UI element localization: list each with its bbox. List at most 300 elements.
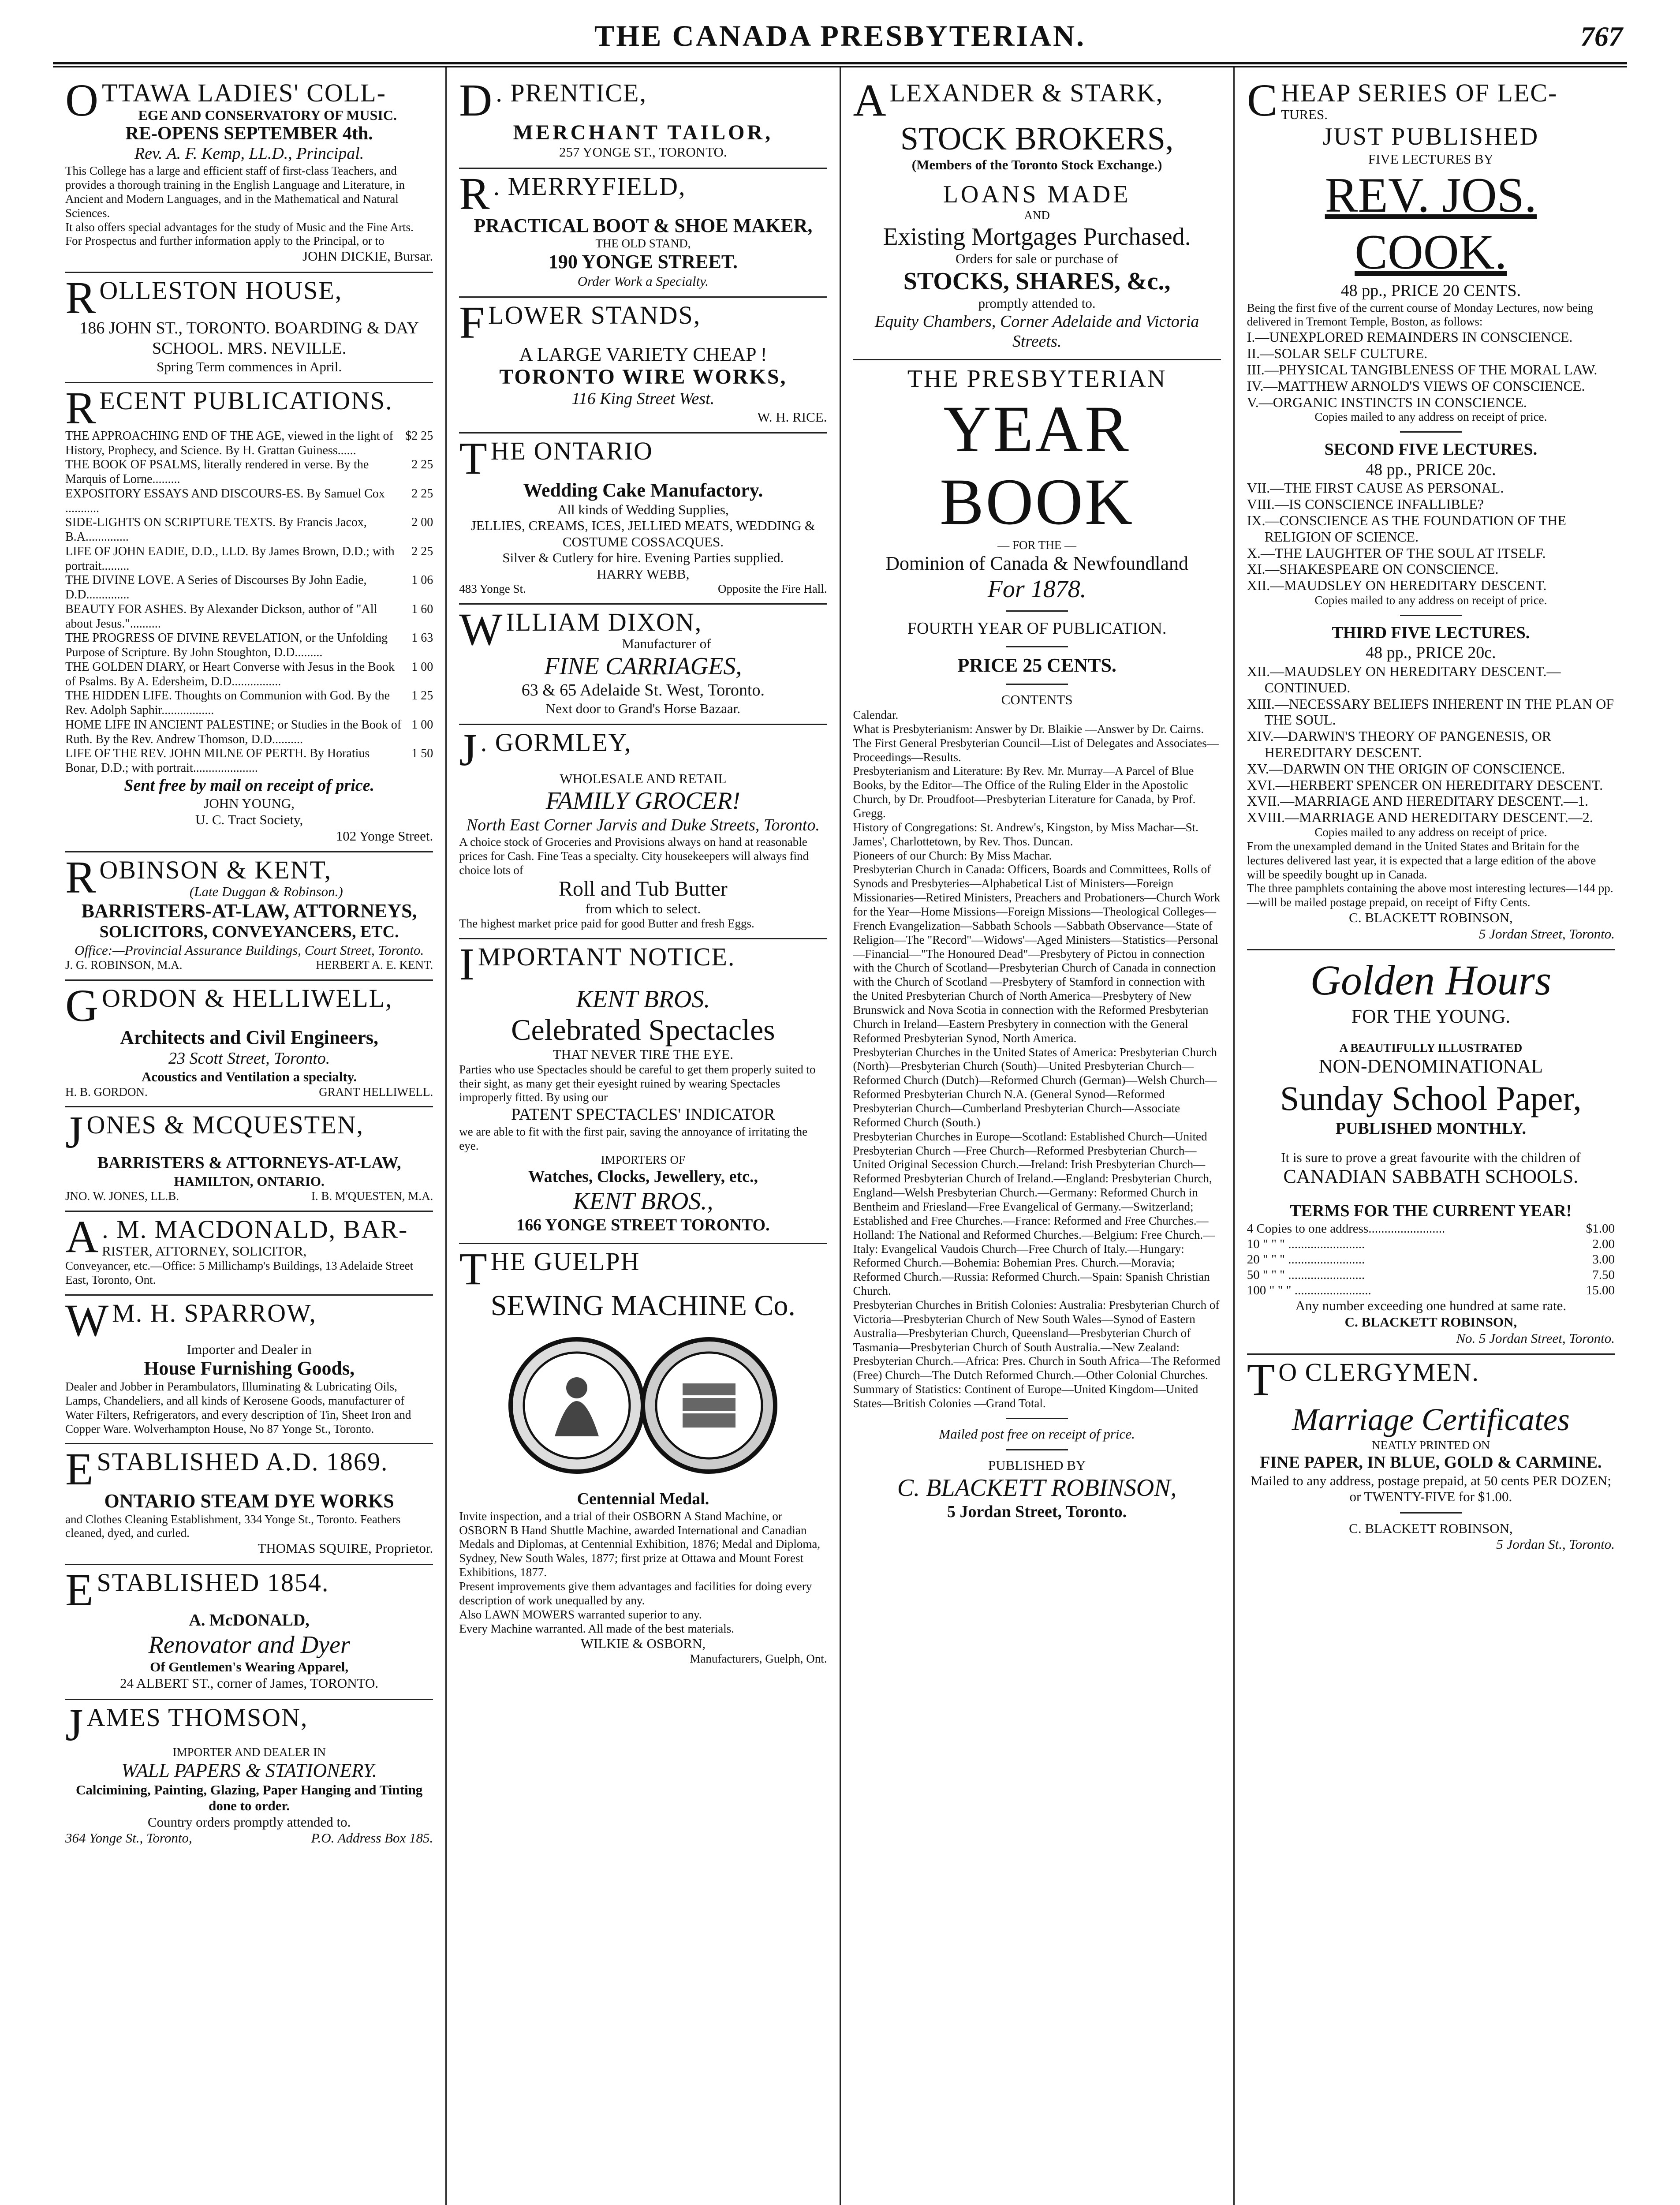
ad-body: and Clothes Cleaning Establishment, 334 Yonge St., Toronto. Feathers cleaned, dyed, and curled. — [65, 1512, 401, 1540]
contents-list — [853, 708, 1221, 1411]
ad-line: FOURTH YEAR OF PUBLICATION. — [907, 619, 1167, 638]
ad-ontario-wedding-cake — [459, 434, 827, 605]
ad-line: Golden Hours — [1310, 957, 1552, 1004]
contents-item: Presbyterian Churches in Europe—Scotland: Established Church—United Presbyterian Church —Free Church—Reformed Presbyterian Church—United Original Secession Church.—Ireland: Irish Presbyterian Church—Reformed Presbyterian Church of Ireland.—England: Presbyterian Church, England—Welsh Presbyterian Church.—Germany: Reformed Church in Bentheim and Friesland—Free Evangelical of Germany.—Switzerland; Established and Free Churches.—France: Reformed and Free Churches.—Holland: The National and Reformed Churches.—Belgium: Free Church.—Italy: Evangelical Vaudois Church—Free Church of Italy.—Hungary: Reformed Church.—Bohemia: Bohemian Pres. Church.—Moravia; Reformed Church.—Russia: Reformed Church.—Spain: Spanish Christian Church. — [853, 1129, 1215, 1298]
lecture-item: IV.—MATTHEW ARNOLD'S VIEWS OF CONSCIENCE. — [1247, 377, 1585, 394]
ad-line: 257 YONGE ST., TORONTO. — [559, 144, 727, 160]
lecture-item: XV.—DARWIN ON THE ORIGIN OF CONSCIENCE. — [1247, 760, 1565, 777]
column-3 — [841, 67, 1235, 2205]
address: Opposite the Fire Hall. — [718, 582, 827, 596]
ad-signature: C. BLACKETT ROBINSON, — [897, 1474, 1177, 1502]
ad-to-clergymen — [1247, 1355, 1615, 1560]
ad-title: ORDON & HELLIWELL, — [102, 984, 393, 1013]
drop-cap: T — [1247, 1354, 1276, 1405]
ad-line: PATENT SPECTACLES' INDICATOR — [511, 1105, 775, 1124]
publication-item — [65, 573, 433, 602]
ad-mcdonald-dyer — [65, 1565, 433, 1700]
publication-item — [65, 516, 433, 545]
ad-line: Copies mailed to any address on receipt of price. — [1314, 593, 1547, 607]
ad-line: — FOR THE — — [997, 538, 1077, 552]
ad-line: Importer and Dealer in — [187, 1341, 312, 1357]
publication-price: 2 25 — [411, 486, 433, 501]
ad-signature: C. BLACKETT ROBINSON, — [1344, 1314, 1517, 1330]
publication-item — [65, 718, 433, 747]
ad-line: Renovator and Dyer — [148, 1631, 350, 1659]
ad-ottawa-ladies-college — [65, 75, 433, 273]
lecture-item: III.—PHYSICAL TANGIBLENESS OF THE MORAL LAW. — [1247, 361, 1598, 377]
ad-line: KENT BROS., — [573, 1187, 713, 1215]
publication-price: 1 00 — [411, 660, 433, 674]
column-4 — [1235, 67, 1627, 2205]
ad-golden-hours — [1247, 950, 1615, 1355]
terms-quantity: 50 " " " ........................ — [1247, 1267, 1365, 1282]
lecture-item: IX.—CONSCIENCE AS THE FOUNDATION OF THE RELIGION OF SCIENCE. — [1247, 512, 1566, 545]
publication-title: THE APPROACHING END OF THE AGE, viewed in the light of History, Prophecy, and Science. By H. Grattan Guiness...... — [65, 429, 393, 457]
ad-signature: 5 Jordan Street, Toronto. — [1478, 926, 1615, 942]
publication-title: LIFE OF THE REV. JOHN MILNE OF PERTH. By Horatius Bonar, D.D.; with portrait..................... — [65, 747, 370, 775]
ad-joseph-cook-lectures — [1247, 75, 1615, 950]
ad-title: M. H. SPARROW, — [112, 1299, 317, 1328]
contents-item: Presbyterian Churches in British Colonies: Australia: Presbyterian Church of Victoria—Presbyterian Church of New South Wales—Synod of Eastern Australia—Presbyterian Church, Queensland—Presbyterian Church of Tasmania—Presbyterian Church of South Australia.—New Zealand: Presbyterian Church.—Africa: Pres. Church in South Africa—The Reformed (Free) Church—The Dutch Reformed Church.—Other Colonial Churches. — [853, 1298, 1221, 1382]
ad-line: Silver & Cutlery for hire. Evening Parties supplied. — [502, 550, 784, 566]
ad-line: (Members of the Toronto Stock Exchange.) — [911, 157, 1162, 172]
ad-line: Conveyancer, etc.—Office: 5 Millichamp's Buildings, 13 Adelaide Street East, Toronto, Ont. — [65, 1259, 414, 1287]
drop-cap: W — [459, 604, 504, 655]
ad-line: Roll and Tub Butter — [559, 877, 728, 901]
ad-line: TERMS FOR THE CURRENT YEAR! — [1290, 1201, 1572, 1220]
terms-price: 7.50 — [1592, 1267, 1615, 1282]
ad-line: Of Gentlemen's Wearing Apparel, — [150, 1659, 349, 1675]
ad-line: WALL PAPERS & STATIONERY. — [121, 1760, 377, 1782]
partner-name: I. B. M'QUESTEN, M.A. — [311, 1189, 433, 1203]
terms-row — [1247, 1237, 1615, 1252]
ad-line: 116 King Street West. — [571, 389, 715, 408]
ad-line: A BEAUTIFULLY ILLUSTRATED — [1339, 1041, 1523, 1055]
lecture-item: XIII.—NECESSARY BELIEFS INHERENT IN THE PLAN OF THE SOUL. — [1247, 695, 1614, 728]
ad-line: Acoustics and Ventilation a specialty. — [141, 1069, 357, 1084]
lecture-item: XIV.—DARWIN'S THEORY OF PANGENESIS, OR HEREDITARY DESCENT. — [1247, 728, 1552, 760]
publication-item — [65, 545, 433, 574]
ad-line: FOR THE YOUNG. — [1351, 1005, 1511, 1028]
ad-line: SEWING MACHINE Co. — [490, 1289, 795, 1322]
publication-price: 2 25 — [411, 458, 433, 472]
contents-item: Presbyterian Church in Canada: Officers, Boards and Committees, Rolls of Synods and Presbyteries—Alphabetical List of Ministers—Foreign Missionaries—Retired Ministers, Preachers and Probationers—Church Work for the Year—Home Missions—Foreign Missions—Theological Colleges—French Evangelization—Sabbath Schools —Sabbath Observance—State of Religion—The "Record"—Widows'—Aged Ministers—Statistics—Personal—Financial—"The Honoured Dead"—Presbytery of Pictou in connection with the Church of Scotland—Presbyterian Church of Canada in connection with the Church of Scotland —Presbytery of Stamford in connection with the United Presbyterian Church of North America—Presbytery of New Brunswick and Nova Scotia in connection with the Reformed Presbyterian Church in Ireland—Eastern Presbytery in connection with the General Reformed Presbyterian Synod, North America. — [853, 863, 1221, 1045]
partner-name: J. G. ROBINSON, M.A. — [65, 958, 183, 972]
ad-line: 48 pp., PRICE 20c. — [1366, 643, 1496, 662]
publication-price: 1 63 — [411, 631, 433, 645]
publication-list — [65, 429, 433, 776]
publication-item — [65, 602, 433, 632]
ad-title: . MERRYFIELD, — [493, 172, 686, 201]
terms-quantity: 10 " " " ........................ — [1247, 1237, 1365, 1252]
ad-macdonald — [65, 1212, 433, 1296]
ad-line: FINE PAPER, IN BLUE, GOLD & CARMINE. — [1260, 1453, 1602, 1472]
ad-line: WHOLESALE AND RETAIL — [560, 770, 727, 786]
terms-price: 3.00 — [1592, 1252, 1615, 1267]
ad-line: 23 Scott Street, Toronto. — [168, 1049, 330, 1068]
terms-price: $1.00 — [1586, 1222, 1615, 1236]
ad-body: Dealer and Jobber in Perambulators, Illuminating & Lubricating Oils, Lamps, Chandeliers, and all kinds of Kerosene Goods, manufacturer of Water Filters, Refrigerators, and every description of Tin, Sheet Iron and Copper Ware. Wolverhampton House, No 87 Yonge St., Toronto. — [65, 1379, 411, 1435]
drop-cap: C — [1247, 75, 1279, 126]
ad-body: A choice stock of Groceries and Provisions always on hand at reasonable prices for Cash. Fine Teas a specialty. City housekeepers will always find choice lots of — [459, 835, 809, 877]
publication-item — [65, 689, 433, 718]
ad-title: HEAP SERIES OF LEC- — [1281, 78, 1558, 107]
ad-sparrow — [65, 1296, 433, 1444]
ad-line: MERCHANT TAILOR, — [513, 120, 773, 144]
publication-item — [65, 458, 433, 487]
ad-gordon-helliwell — [65, 981, 433, 1107]
lecture-item: XII.—MAUDSLEY ON HEREDITARY DESCENT. — [1247, 577, 1547, 594]
ad-signature: Manufacturers, Guelph, Ont. — [690, 1652, 827, 1666]
ad-james-thomson — [65, 1700, 433, 1854]
ad-line: PRICE 25 CENTS. — [957, 654, 1116, 676]
drop-cap: I — [459, 939, 475, 990]
publication-title: THE DIVINE LOVE. A Series of Discourses By John Eadie, D.D.............. — [65, 573, 367, 602]
drop-cap: J — [459, 725, 478, 776]
ad-line: FAMILY GROCER! — [545, 787, 740, 815]
publication-item — [65, 747, 433, 776]
drop-cap: E — [65, 1444, 94, 1495]
ad-line: 63 & 65 Adelaide St. West, Toronto. — [521, 681, 765, 700]
publication-item — [65, 429, 433, 458]
ad-line: THE PRESBYTERIAN — [907, 365, 1167, 392]
ad-recent-publications — [65, 383, 433, 852]
ad-line: STOCKS, SHARES, &c., — [903, 267, 1171, 295]
ad-body: Invite inspection, and a trial of their OSBORN A Stand Machine, or OSBORN B Hand Shuttle Machine, awarded International and Canadian Medals and Diplomas, at Centennial Exhibition, 1876; Medal and Diploma, Sydney, New South Wales, 1877; first prize at Ottawa and Mount Forest Exhibitions, 1877. — [459, 1509, 821, 1579]
ad-line: LOANS MADE — [943, 180, 1131, 208]
publication-price: 2 25 — [411, 544, 433, 558]
lecture-item: V.—ORGANIC INSTINCTS IN CONSCIENCE. — [1247, 394, 1527, 410]
contents-item: Summary of Statistics: Continent of Europe—United Kingdom—United States—British Colonies —Grand Total. — [853, 1383, 1198, 1410]
ad-title: ILLIAM DIXON, — [506, 608, 702, 637]
lecture-item: XVIII.—MARRIAGE AND HEREDITARY DESCENT.—2. — [1247, 809, 1593, 826]
ad-line: YEAR BOOK — [940, 392, 1135, 539]
ad-line: Dominion of Canada & Newfoundland — [885, 553, 1188, 575]
ad-rolleston-house — [65, 273, 433, 383]
ad-line: SOLICITORS, CONVEYANCERS, ETC. — [99, 923, 399, 942]
terms-row — [1247, 1221, 1615, 1237]
drop-cap: O — [65, 75, 100, 126]
lecture-item: VIII.—IS CONSCIENCE INFALLIBLE? — [1247, 496, 1484, 512]
masthead — [53, 13, 1627, 64]
column-1 — [53, 67, 447, 2205]
ad-line: NON-DENOMINATIONAL — [1318, 1055, 1543, 1077]
ad-line: A. McDONALD, — [189, 1611, 310, 1630]
ad-title: OBINSON & KENT, — [99, 856, 332, 885]
divider — [1400, 615, 1462, 616]
ad-line: Equity Chambers, Corner Adelaide and Victoria Streets. — [874, 312, 1199, 351]
drop-cap: R — [459, 168, 491, 219]
terms-quantity: 20 " " " ........................ — [1247, 1252, 1365, 1267]
ad-line: Centennial Medal. — [577, 1490, 709, 1509]
divider — [1400, 431, 1462, 433]
terms-row — [1247, 1283, 1615, 1298]
ad-alexander-stark — [853, 75, 1221, 360]
lecture-item: II.—SOLAR SELF CULTURE. — [1247, 345, 1428, 362]
ad-signature: C. BLACKETT ROBINSON, — [1349, 1520, 1513, 1536]
drop-cap: R — [65, 272, 97, 323]
divider — [1006, 610, 1068, 612]
ad-line: SCHOOL. MRS. NEVILLE. — [152, 339, 347, 358]
ad-body: The three pamphlets containing the above most interesting lectures—144 pp.—will be mailed postage prepaid, on receipt of Fifty Cents. — [1247, 882, 1613, 909]
ad-title: MPORTANT NOTICE. — [478, 942, 735, 972]
ad-kent-bros-spectacles — [459, 939, 827, 1244]
publication-price: 1 06 — [411, 573, 433, 587]
ad-body: From the unexampled demand in the United States and Britain for the lectures delivered last year, it is expected that a large edition of the above will be speedily bought up in Canada. — [1247, 839, 1596, 881]
ad-merryfield — [459, 169, 827, 298]
ad-line: STOCK BROKERS, — [900, 120, 1174, 157]
drop-cap: R — [65, 852, 97, 903]
publication-title: LIFE OF JOHN EADIE, D.D., LLD. By James Brown, D.D.; with portrait......... — [65, 544, 395, 573]
ad-title: . M. MACDONALD, BAR- — [102, 1215, 408, 1244]
divider — [1400, 1512, 1462, 1514]
lecture-item: VII.—THE FIRST CAUSE AS PERSONAL. — [1247, 480, 1504, 496]
ad-signature: JOHN YOUNG, — [204, 796, 295, 811]
ad-line: Mailed to any address, postage prepaid, at 50 cents PER DOZEN; or TWENTY-FIVE for $1.00. — [1250, 1472, 1611, 1505]
ad-line: Sunday School Paper, — [1280, 1079, 1582, 1117]
ad-line: All kinds of Wedding Supplies, — [557, 501, 729, 517]
ad-line: NEATLY PRINTED ON — [1371, 1439, 1490, 1452]
ad-line: KENT BROS. — [576, 985, 710, 1013]
ad-title: STABLISHED A.D. 1869. — [97, 1447, 388, 1476]
ad-body: It is sure to prove a great favourite with the children of — [1281, 1149, 1581, 1165]
ad-line: Existing Mortgages Purchased. — [883, 223, 1191, 250]
ad-subtitle: EGE AND CONSERVATORY OF MUSIC. — [138, 107, 397, 123]
publication-title: EXPOSITORY ESSAYS AND DISCOURS-ES. By Samuel Cox ........... — [65, 486, 385, 515]
lecture-item: I.—UNEXPLORED REMAINDERS IN CONSCIENCE. — [1247, 329, 1573, 345]
publication-title: HOME LIFE IN ANCIENT PALESTINE; or Studies in the Book of Ruth. By the Rev. Andrew Thomson, D.D.......... — [65, 718, 402, 746]
terms-price: 15.00 — [1586, 1283, 1615, 1297]
ad-title: LOWER STANDS, — [488, 301, 701, 330]
ad-line: 190 YONGE STREET. — [548, 251, 738, 273]
ad-line: THAT NEVER TIRE THE EYE. — [553, 1046, 733, 1062]
ad-line: Order Work a Specialty. — [577, 273, 709, 289]
divider — [1006, 684, 1068, 685]
ad-line: Watches, Clocks, Jewellery, etc., — [528, 1167, 758, 1186]
lecture-list — [1247, 480, 1615, 594]
partner-name: HERBERT A. E. KENT. — [316, 958, 433, 972]
divider — [1006, 646, 1068, 647]
publication-title: BEAUTY FOR ASHES. By Alexander Dickson, author of "All about Jesus.".......... — [65, 602, 377, 631]
address: 483 Yonge St. — [459, 582, 526, 596]
ad-line: ONTARIO STEAM DYE WORKS — [104, 1490, 394, 1512]
terms-price: 2.00 — [1592, 1237, 1615, 1252]
ad-line: Orders for sale or purchase of — [955, 251, 1119, 267]
drop-cap: F — [459, 297, 486, 348]
ad-william-dixon — [459, 605, 827, 725]
ad-line: FIVE LECTURES BY — [1368, 151, 1493, 167]
ad-line: HAMILTON, ONTARIO. — [174, 1173, 325, 1189]
ad-body: Parties who use Spectacles should be careful to get them properly suited to their sight, as many get their eyesight ruined by wearing Spectacles improperly fitted. By using our — [459, 1062, 816, 1104]
ad-line: CONTENTS — [1001, 692, 1073, 708]
ad-line: IMPORTER AND DEALER IN — [172, 1745, 326, 1759]
partner-name: H. B. GORDON. — [65, 1085, 148, 1099]
publication-price: 1 60 — [411, 602, 433, 616]
contents-item: Calendar. — [853, 708, 899, 721]
divider — [1006, 1449, 1068, 1450]
publication-title: THE PROGRESS OF DIVINE REVELATION, or the Unfolding Purpose of Scripture. By John Stoughton, D.D......... — [65, 631, 388, 659]
ad-line: THE OLD STAND, — [595, 237, 691, 250]
ad-line: THIRD FIVE LECTURES. — [1332, 623, 1530, 642]
terms-quantity: 4 Copies to one address........................ — [1247, 1222, 1445, 1236]
ad-line: Country orders promptly attended to. — [147, 1814, 351, 1830]
ad-signature: JOHN DICKIE, Bursar. — [302, 248, 433, 264]
ad-line: IMPORTERS OF — [601, 1153, 685, 1166]
ad-body: Being the first five of the current course of Monday Lectures, now being delivered in Tremont Temple, Boston, as follows: — [1247, 301, 1593, 329]
ad-body: Also LAWN MOWERS warranted superior to any. — [459, 1607, 702, 1621]
address: P.O. Address Box 185. — [311, 1830, 433, 1846]
ad-line: PUBLISHED BY — [988, 1458, 1086, 1473]
contents-item: The First General Presbyterian Council—List of Delegates and Associates—Proceedings—Results. — [853, 736, 1219, 764]
ad-body: The highest market price paid for good Butter and fresh Eggs. — [459, 917, 754, 931]
ad-line: 186 JOHN ST., TORONTO. BOARDING & DAY — [79, 319, 419, 338]
ad-line: 48 pp., PRICE 20 CENTS. — [1340, 281, 1521, 300]
drop-cap: T — [459, 433, 488, 484]
ad-line: PUBLISHED MONTHLY. — [1335, 1119, 1526, 1138]
ad-line: BARRISTERS & ATTORNEYS-AT-LAW, — [97, 1153, 401, 1172]
ad-line: Copies mailed to any address on receipt of price. — [1314, 410, 1547, 424]
drop-cap: J — [65, 1107, 84, 1158]
ad-signature: HARRY WEBB, — [597, 566, 690, 582]
ad-line: Mailed post free on receipt of price. — [939, 1426, 1135, 1442]
ad-principal: Rev. A. F. Kemp, LL.D., Principal. — [134, 144, 364, 163]
ad-signature: 102 Yonge Street. — [336, 828, 433, 844]
contents-item: History of Congregations: St. Andrew's, Kingston, by Miss Machar—St. James', Charlottetown, by Rev. Thos. Duncan. — [853, 820, 1198, 848]
ad-subtitle: (Late Duggan & Robinson.) — [189, 883, 343, 899]
lecture-list — [1247, 663, 1615, 826]
ad-signature: No. 5 Jordan Street, Toronto. — [1456, 1330, 1615, 1346]
ad-body: This College has a large and efficient staff of first-class Teachers, and provides a thorough training in the English Language and Literature, in Ancient and Modern Languages, and in the Mathematical and Natural Sciences. — [65, 164, 405, 220]
columns — [53, 66, 1627, 2205]
ad-line: promptly attended to. — [978, 295, 1096, 311]
centennial-medal-icon — [506, 1326, 780, 1485]
lecture-item: X.—THE LAUGHTER OF THE SOUL AT ITSELF. — [1247, 545, 1546, 561]
publication-price: 1 25 — [411, 689, 433, 703]
ad-subtitle: TURES. — [1281, 106, 1328, 122]
ad-title: STABLISHED 1854. — [97, 1568, 329, 1597]
ad-line: SECOND FIVE LECTURES. — [1324, 440, 1538, 459]
ad-line: CANADIAN SABBATH SCHOOLS. — [1283, 1166, 1579, 1188]
terms-table — [1247, 1221, 1615, 1298]
lecture-item: XII.—MAUDSLEY ON HEREDITARY DESCENT.—CONTINUED. — [1247, 663, 1561, 695]
publication-price: $2 25 — [405, 429, 433, 443]
ad-signature: C. BLACKETT ROBINSON, — [1349, 910, 1513, 926]
ad-title: AMES THOMSON, — [86, 1703, 308, 1732]
ad-title: ECENT PUBLICATIONS. — [99, 386, 393, 415]
ad-title: . PRENTICE, — [496, 78, 647, 107]
ad-line: PRACTICAL BOOT & SHOE MAKER, — [474, 214, 813, 236]
ad-line: North East Corner Jarvis and Duke Streets, Toronto. — [466, 815, 820, 834]
publication-title: THE BOOK OF PSALMS, literally rendered in verse. By the Marquis of Lorne......... — [65, 458, 369, 486]
ad-body: Every Machine warranted. All made of the best materials. — [459, 1622, 735, 1635]
ad-title: HE ONTARIO — [490, 437, 653, 466]
ad-line: 166 YONGE STREET TORONTO. — [516, 1216, 770, 1235]
ad-line: Celebrated Spectacles — [511, 1013, 775, 1047]
ad-line: House Furnishing Goods, — [144, 1357, 355, 1379]
ad-line: Sent free by mail on receipt of price. — [124, 776, 375, 795]
ad-title: HE GUELPH — [490, 1247, 640, 1276]
ad-guelph-sewing-machine — [459, 1244, 827, 1673]
drop-cap: E — [65, 1564, 94, 1615]
terms-quantity: 100 " " " ........................ — [1247, 1283, 1371, 1297]
divider — [1006, 1418, 1068, 1419]
lecture-item: XVI.—HERBERT SPENCER ON HEREDITARY DESCENT. — [1247, 777, 1603, 793]
ad-line: For 1878. — [987, 575, 1086, 603]
ad-gormley-grocer — [459, 725, 827, 939]
ad-line: JUST PUBLISHED — [1322, 123, 1539, 151]
ad-line: Wedding Cake Manufactory. — [523, 479, 763, 501]
ad-flower-stands — [459, 298, 827, 434]
ad-line: JELLIES, CREAMS, ICES, JELLIED MEATS, WEDDING & COSTUME COSSACQUES. — [470, 518, 816, 549]
lecture-list — [1247, 329, 1615, 410]
ad-body: we are able to fit with the first pair, saving the annoyance of irritating the eye. — [459, 1125, 808, 1152]
contents-item: Presbyterianism and Literature: By Rev. Mr. Murray—A Parcel of Blue Books, by the Editor—The Office of the Ruling Elder in the Apostolic Church, by Dr. Proudfoot—Presbyterian Literature for Canada, by Prof. Gregg. — [853, 764, 1196, 820]
ad-line: Calcimining, Painting, Glazing, Paper Hanging and Tinting done to order. — [75, 1782, 423, 1814]
ad-line: RISTER, ATTORNEY, SOLICITOR, — [102, 1243, 307, 1259]
drop-cap: A — [65, 1211, 100, 1263]
ad-body: For Prospectus and further information apply to the Principal, or to — [65, 234, 385, 248]
ad-title: ONES & MCQUESTEN, — [86, 1110, 364, 1140]
ad-line: FINE CARRIAGES, — [544, 652, 742, 680]
drop-cap: G — [65, 980, 100, 1031]
ad-line: TORONTO WIRE WORKS, — [499, 365, 787, 389]
ad-body: It also offers special advantages for the study of Music and the Fine Arts. — [65, 220, 414, 234]
ad-signature: W. H. RICE. — [757, 409, 827, 425]
ad-body: Present improvements give them advantages and facilities for doing every description of work unequalled by any. — [459, 1580, 812, 1607]
partner-name: JNO. W. JONES, LL.B. — [65, 1189, 179, 1203]
ad-line: Spring Term commences in April. — [157, 359, 342, 374]
drop-cap: W — [65, 1295, 110, 1346]
ad-line: BARRISTERS-AT-LAW, ATTORNEYS, — [81, 900, 417, 922]
ad-presbyterian-year-book — [853, 360, 1221, 1529]
publication-price: 1 00 — [411, 718, 433, 732]
ad-headline: RE-OPENS SEPTEMBER 4th. — [125, 123, 373, 144]
ad-title: OLLESTON HOUSE, — [99, 276, 343, 305]
address: 364 Yonge St., Toronto, — [65, 1830, 192, 1846]
ad-signature: 5 Jordan St., Toronto. — [1496, 1536, 1615, 1552]
ad-line: from which to select. — [585, 901, 701, 916]
publication-price: 2 00 — [411, 516, 433, 530]
ad-line: 24 ALBERT ST., corner of James, TORONTO. — [120, 1675, 379, 1691]
ad-line: Copies mailed to any address on receipt of price. — [1314, 825, 1547, 839]
ad-line: AND — [1024, 208, 1050, 222]
ad-signature: U. C. Tract Society, — [195, 811, 303, 827]
ad-line: Marriage Certificates — [1292, 1401, 1570, 1437]
publication-title: THE HIDDEN LIFE. Thoughts on Communion with God. By the Rev. Adolph Saphir................. — [65, 689, 390, 717]
ad-title: TTAWA LADIES' COLL- — [102, 78, 386, 107]
ad-prentice — [459, 75, 827, 169]
terms-row — [1247, 1267, 1615, 1283]
ad-title: . GORMLEY, — [480, 728, 632, 757]
ad-title: LEXANDER & STARK, — [889, 78, 1164, 107]
drop-cap: T — [459, 1243, 488, 1294]
ad-line: A LARGE VARIETY CHEAP ! — [519, 343, 767, 365]
ad-line: Architects and Civil Engineers, — [120, 1026, 379, 1048]
masthead-title: THE CANADA PRESBYTERIAN. — [594, 19, 1086, 52]
ad-signature: 5 Jordan Street, Toronto. — [947, 1502, 1127, 1521]
drop-cap: D — [459, 75, 493, 126]
page-number: 767 — [1580, 21, 1623, 52]
lecture-item: XVII.—MARRIAGE AND HEREDITARY DESCENT.—1. — [1247, 793, 1589, 809]
contents-item: Pioneers of our Church: By Miss Machar. — [853, 848, 1052, 862]
ad-line: Next door to Grand's Horse Bazaar. — [545, 700, 740, 716]
terms-row — [1247, 1252, 1615, 1267]
column-2 — [447, 67, 840, 2205]
ad-title: O CLERGYMEN. — [1278, 1358, 1480, 1387]
drop-cap: A — [853, 75, 887, 126]
ad-line: Manufacturer of — [622, 636, 711, 652]
ad-line: Office:—Provincial Assurance Buildings, Court Street, Toronto. — [75, 942, 424, 958]
